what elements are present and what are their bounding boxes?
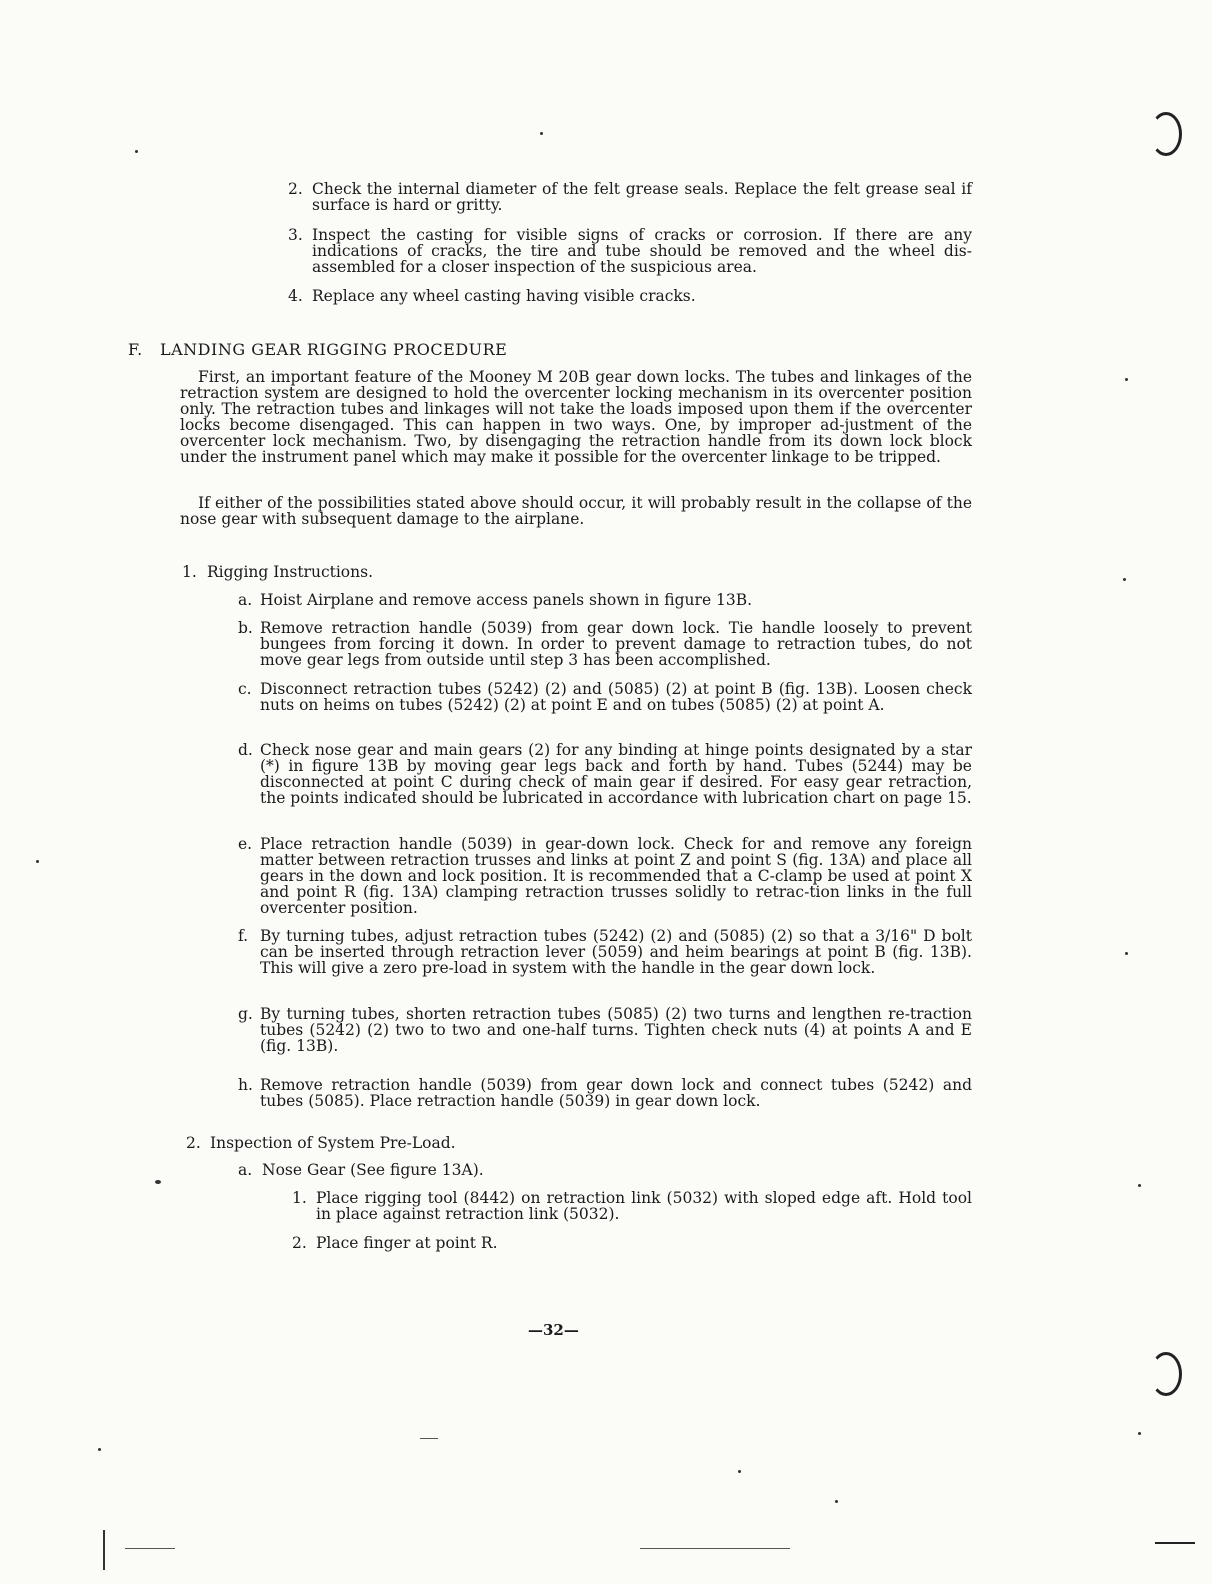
scan-speck [738,1470,741,1473]
step-text: Disconnect retraction tubes (5242) (2) and (5085) (2) at point B (fig. 13B). Loosen check nuts on heims on tubes (5242) (2) at point E and on tubes (5085) (2) at point A. [260,680,972,714]
step-text: By turning tubes, shorten retraction tubes (5085) (2) two turns and lengthen re-traction tubes (5242) (2) two to two and one-half turns. Tighten check nuts (4) at points A and E (fig. 13B). [260,1005,972,1055]
step-text: Place finger at point R. [316,1234,498,1252]
step-text: By turning tubes, adjust retraction tubes (5242) (2) and (5085) (2) so that a 3/16" D bolt can be inserted through retraction lever (5059) and heim bearings at point B (fig. 13B). This will give a zero pre-load in system with the handle in the gear down lock. [260,927,972,977]
subsection-number: 1. [182,563,197,581]
item-text: Replace any wheel casting having visible cracks. [312,287,696,305]
scan-line [1155,1542,1195,1544]
page-number: —32— [528,1321,579,1339]
step-text: Remove retraction handle (5039) from gear down lock and connect tubes (5242) and tubes (5085). Place retraction handle (5039) in gear down lock. [260,1076,972,1110]
subsection-title: Rigging Instructions. [207,563,374,581]
paragraph: If either of the possibilities stated above should occur, it will probably result in the collapse of the nose gear with subsequent damage to the airplane. [180,494,972,528]
scan-speck [36,860,39,863]
item-number: 3. [288,226,303,244]
scan-line [420,1438,438,1439]
section-letter: F. [128,340,143,359]
subsection-title: Inspection of System Pre-Load. [210,1134,456,1152]
scan-speck [155,1180,161,1184]
step-letter: f. [238,927,249,945]
step-text: Hoist Airplane and remove access panels shown in figure 13B. [260,591,753,609]
step-number: 1. [292,1189,307,1207]
step-letter: a. [238,1161,253,1179]
step-text: Place retraction handle (5039) in gear-down lock. Check for and remove any foreign matter between retraction trusses and links at point Z and point S (fig. 13A) and place all gears in the down and lock position. It is recommended that a C-clamp be used at point X and point R (fig. 13A) clamping retraction trusses solidly to retrac-tion links in the full overcenter position. [260,835,972,917]
punch-hole-icon [1150,112,1182,156]
scan-speck [1123,578,1126,581]
item-text: Inspect the casting for visible signs of cracks or corrosion. If there are any indications of cracks, the tire and tube should be removed and the wheel dis-assembled for a closer inspection of the suspicious area. [312,226,972,276]
step-letter: g. [238,1005,253,1023]
scan-speck [835,1500,838,1503]
scan-speck [1125,378,1128,381]
scan-speck [1138,1184,1141,1187]
scan-line [103,1530,105,1570]
step-letter: d. [238,741,253,759]
step-letter: b. [238,619,253,637]
step-number: 2. [292,1234,307,1252]
scan-line [125,1548,175,1549]
step-letter: c. [238,680,252,698]
paragraph: First, an important feature of the Mooney M 20B gear down locks. The tubes and linkages of the retraction system are designed to hold the overcenter locking mechanism in its overcenter position only. The retraction tubes and linkages will not take the loads imposed upon them if the overcenter locks become disengaged. This can happen in two ways. One, by improper ad-justment of the overcenter lock mechanism. Two, by disengaging the retraction handle from its down lock block under the instrument panel which may make it possible for the overcenter linkage to be tripped. [180,368,972,466]
step-letter: a. [238,591,253,609]
section-title: LANDING GEAR RIGGING PROCEDURE [160,340,508,359]
scan-line [640,1548,790,1549]
scan-speck [540,132,543,135]
item-number: 2. [288,180,303,198]
step-text: Place rigging tool (8442) on retraction link (5032) with sloped edge aft. Hold tool in place against retraction link (5032). [316,1189,972,1223]
step-text: Check nose gear and main gears (2) for any binding at hinge points designated by a star (*) in figure 13B by moving gear legs back and forth by hand. Tubes (5244) may be disconnected at point C during check of main gear if desired. For easy gear retraction, the points indicated should be lubricated in accordance with lubrication chart on page 15. [260,741,972,807]
punch-hole-icon [1150,1352,1182,1396]
scan-speck [98,1448,101,1451]
step-text: Remove retraction handle (5039) from gear down lock. Tie handle loosely to prevent bungees from forcing it down. In order to prevent damage to retraction tubes, do not move gear legs from outside until step 3 has been accomplished. [260,619,972,669]
scan-speck [135,150,138,153]
scan-speck [1138,1432,1141,1435]
item-text: Check the internal diameter of the felt grease seals. Replace the felt grease seal if surface is hard or gritty. [312,180,972,214]
subsection-number: 2. [186,1134,201,1152]
step-letter: h. [238,1076,253,1094]
scan-speck [1125,952,1128,955]
step-letter: e. [238,835,253,853]
item-number: 4. [288,287,303,305]
step-title: Nose Gear (See figure 13A). [262,1161,484,1179]
